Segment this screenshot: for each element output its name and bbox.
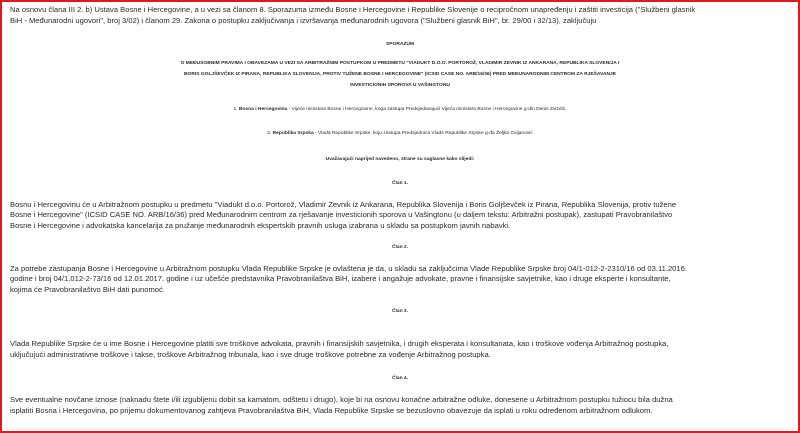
preamble-line-1: Na osnovu člana III 2. b) Ustava Bosne i Hercegovine, a u vezi sa članom 8. Sporazuma između Bosne i Hercegovine i Republike Slovenije o recipročnom unapređenju i zaštiti investicija ("Službeni glasnik [10, 5, 696, 14]
document-body [2, 2, 798, 431]
party-1 [2, 105, 798, 115]
article-2-line-3: kojima će Pravobranilaštvo BiH dati punomoć. [10, 285, 165, 294]
article-2-line-1: Za potrebe zastupanja Bosne i Hercegovine u Arbitražnom postupku Vlada Republike Srpske je ovlaštena je da, u skladu sa zaključcima Vlade Republike Srpske broj 04/1-012-2-2310/16 od 03.11.2016. [10, 264, 687, 273]
party-2 [2, 129, 798, 139]
document-subtitle-line-3: INVESTICIONIH SPOROVA U VAŠINGTONU [350, 83, 450, 88]
party-1-text: - Vijeće ministara Bosne i Hercegovine, koga zastupa Predsjedavajući Vijeća ministara Bosne i Hercegovine g-din Denis Zvizdić, [287, 107, 567, 112]
party-2-number: 2. [267, 131, 273, 136]
party-1-name: Bosna i Hercegovina [238, 107, 288, 112]
article-4-line-1: Sve eventualne novčane iznose (naknadu štete i/ili izgubljenu dobit sa kamatom, odštetu i drugo), koje bi na osnovu konačne arbitražne odluke, donesene u Arbitražnom postupku tužiocu bila dužna [10, 395, 673, 404]
article-2-heading: Član 2. [391, 245, 409, 250]
party-2-text: - Vlada Republike Srpske, koju zastupa Predsjednica Vlade Republike Srpske g-đa Željka Cvijanović [313, 131, 533, 136]
article-3-heading: Član 3. [391, 309, 409, 314]
document-subtitle-line-2: BORIS GOLJŠEVČEK IZ PIRANA, REPUBLIKA SLOVENIJA, PROTIV TUŽENE BOSNE I HERCEGOVINE" (ICSID CASE NO. ARB/16/36) PRED MEĐUNARODNIM CENTROM ZA RJEŠAVANJE [183, 72, 617, 77]
party-1-number: 1. [233, 107, 239, 112]
article-1-line-2: Bosne i Hercegovine" (ICSID CASE NO. ARB/16/36) pred Međunarodnim centrom za rješavanje investicionih sporova u Vašingtonu (u daljem tekstu: Arbitražni postupak), zastupati Pravobranilaštvo [10, 210, 673, 219]
article-3-line-1: Vlada Republike Srpske će u ime Bosne i Hercegovine platiti sve troškove advokata, pravnih i finansijskih savjetnika, i drugih eksperata i konsultanata, kao i troškove vođenja Arbitražnog postupka, [10, 339, 669, 348]
preamble-line-2: BiH - Međunarodni ugovori", broj 3/02) i članom 29. Zakona o postupku zaključivanja i izvršavanja međunarodnih ugovora ("Službeni glasnik BiH", br. 29/00 i 32/13), zaključuju [10, 16, 597, 25]
considering-clause: Uvažavajući naprijed navedeno, strane su saglasne kako slijedi: [325, 157, 475, 162]
article-1-line-3: Bosne i Hercegovine i advokatska kancelarija za pružanje međunarodnih ekspertskih pravnih usluga izabrana u skladu sa postupkom javnih nabavki. [10, 221, 511, 230]
article-1-heading: Član 1. [391, 181, 409, 186]
article-4-line-2: isplatiti Bosna i Hercegovina, po prijemu dokumentovanog zahtjeva Pravobranilaštva BiH, Vlada Republike Srpske se bezuslovno obavezuje da isplati u roku određenom arbitražnom odlukom. [10, 406, 653, 415]
article-1-line-1: Bosnu i Hercegovinu će u Arbitražnom postupku u predmetu "Viadukt d.o.o. Portorož, Vladimir Zevnik iz Ankarana, Republika Slovenija i Boris Goljševček iz Pirana, Republika Slovenija, protiv tužene [10, 200, 677, 209]
document-title: SPORAZUM [386, 42, 414, 47]
article-3-line-2: uključujući administrativne troškove i takse, troškove Arbitražnog tribunala, kao i sve druge troškove potrebne za vođenje Arbitražnog postupka. [10, 350, 491, 359]
article-2-line-2: godine i broj 04/1.012-2-73/16 od 12.01.2017. godine i uz učešće predstavnika Pravobranilaštva BiH, izabere i angažuje advokate, pravne i finansijske savjetnike, kao i druge eksperte i konsultante, [10, 274, 671, 283]
document-subtitle-line-1: O MEĐUSOBNIM PRAVIMA I OBAVEZAMA U VEZI SA ARBITRAŽNIM POSTUPKOM U PREDMETU "VIADUKT D.O.O. PORTOROŽ, VLADIMIR ZEVNIK IZ ANKARANA, REPUBLIKA SLOVENIJA I [180, 61, 620, 66]
article-4-heading: Član 4. [391, 376, 409, 381]
party-2-name: Republika Srpska [272, 131, 314, 136]
